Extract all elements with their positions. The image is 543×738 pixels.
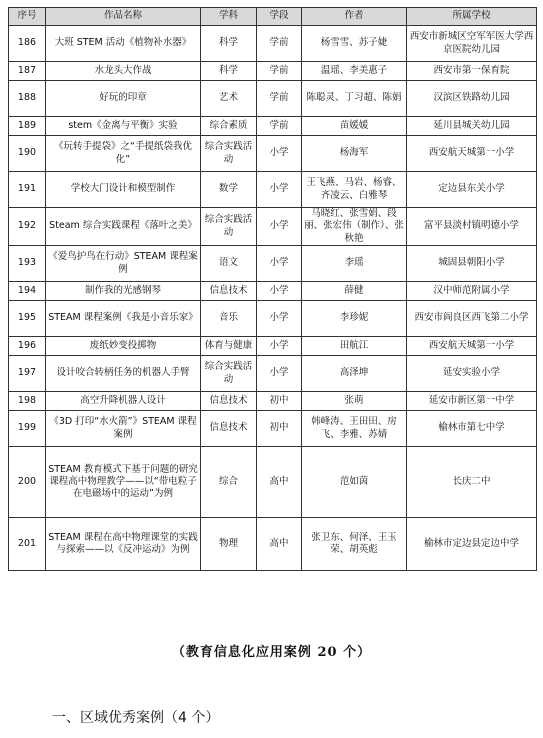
header-school: 所属学校 <box>407 8 537 26</box>
cell-no: 191 <box>9 172 46 208</box>
cell-subject: 物理 <box>201 518 257 571</box>
cell-subject: 综合素质 <box>201 117 257 136</box>
cell-no: 201 <box>9 518 46 571</box>
cell-title: STEAM 课程案例《我是小音乐家》 <box>46 301 201 337</box>
table-row <box>9 81 537 117</box>
table-row <box>9 117 537 136</box>
table-row <box>9 62 537 81</box>
cell-school: 长庆二中 <box>407 447 537 518</box>
cell-subject: 信息技术 <box>201 392 257 411</box>
cell-title: 学校大门设计和模型制作 <box>46 172 201 208</box>
cell-school: 榆林市定边县定边中学 <box>407 518 537 571</box>
cell-no: 200 <box>9 447 46 518</box>
cell-subject: 信息技术 <box>201 282 257 301</box>
cell-no: 194 <box>9 282 46 301</box>
cell-author: 马晓红、张雪娟、段丽、张宏伟（制作）、张秋艳 <box>302 208 407 246</box>
table-row <box>9 172 537 208</box>
cell-author: 范如茵 <box>302 447 407 518</box>
cell-stage: 小学 <box>257 356 302 392</box>
cell-title: 废纸妙变投掷物 <box>46 337 201 356</box>
cell-author: 韩峰涛、王田田、房飞、李雅、苏婧 <box>302 411 407 447</box>
cell-no: 187 <box>9 62 46 81</box>
cell-subject: 信息技术 <box>201 411 257 447</box>
cell-author: 高泽坤 <box>302 356 407 392</box>
cell-stage: 初中 <box>257 392 302 411</box>
cell-title: 制作我的光感钢琴 <box>46 282 201 301</box>
cell-school: 西安市第一保育院 <box>407 62 537 81</box>
table-row <box>9 337 537 356</box>
table-row <box>9 26 537 62</box>
cell-school: 西安市新城区空军军医大学西京医院幼儿园 <box>407 26 537 62</box>
cell-school: 城固县朝阳小学 <box>407 246 537 282</box>
cell-no: 189 <box>9 117 46 136</box>
cell-stage: 高中 <box>257 447 302 518</box>
section-title: （教育信息化应用案例 20 个） <box>171 645 372 660</box>
cell-school: 汉中师范附属小学 <box>407 282 537 301</box>
cell-subject: 体育与健康 <box>201 337 257 356</box>
cell-no: 198 <box>9 392 46 411</box>
cell-school: 汉滨区铁路幼儿园 <box>407 81 537 117</box>
cell-title: 好玩的印章 <box>46 81 201 117</box>
cell-no: 192 <box>9 208 46 246</box>
table-row <box>9 282 537 301</box>
cell-subject: 数学 <box>201 172 257 208</box>
cell-no: 188 <box>9 81 46 117</box>
cell-author: 李瑶 <box>302 246 407 282</box>
table-row <box>9 447 537 518</box>
cell-school: 西安航天城第一小学 <box>407 136 537 172</box>
cell-stage: 学前 <box>257 81 302 117</box>
cell-author: 杨雪雪、苏子婕 <box>302 26 407 62</box>
header-title: 作品名称 <box>46 8 201 26</box>
cell-author: 田航江 <box>302 337 407 356</box>
cell-subject: 科学 <box>201 26 257 62</box>
cell-author: 陈聪灵、丁习超、陈娟 <box>302 81 407 117</box>
cell-title: stem《金离与平衡》实验 <box>46 117 201 136</box>
table-row <box>9 208 537 246</box>
cell-no: 199 <box>9 411 46 447</box>
cell-title: 《玩转手提袋》之“手提纸袋我优化” <box>46 136 201 172</box>
table-row <box>9 411 537 447</box>
cell-stage: 小学 <box>257 136 302 172</box>
table-row <box>9 518 537 571</box>
cell-author: 杨海军 <box>302 136 407 172</box>
cell-subject: 综合实践活动 <box>201 136 257 172</box>
cell-school: 西安市阎良区西飞第二小学 <box>407 301 537 337</box>
cell-stage: 小学 <box>257 208 302 246</box>
cell-stage: 学前 <box>257 62 302 81</box>
cell-subject: 综合实践活动 <box>201 356 257 392</box>
table-row <box>9 136 537 172</box>
table-row <box>9 301 537 337</box>
cell-stage: 小学 <box>257 246 302 282</box>
sub-heading: 一、区域优秀案例（4 个） <box>52 710 220 726</box>
cell-stage: 初中 <box>257 411 302 447</box>
cell-stage: 高中 <box>257 518 302 571</box>
cell-subject: 艺术 <box>201 81 257 117</box>
cell-title: Steam 综合实践课程《落叶之美》 <box>46 208 201 246</box>
cell-no: 195 <box>9 301 46 337</box>
cell-stage: 小学 <box>257 282 302 301</box>
cell-no: 197 <box>9 356 46 392</box>
cell-stage: 学前 <box>257 117 302 136</box>
header-stage: 学段 <box>257 8 302 26</box>
cell-title: 高空升降机器人设计 <box>46 392 201 411</box>
cell-subject: 音乐 <box>201 301 257 337</box>
cell-school: 西安航天城第一小学 <box>407 337 537 356</box>
cases-table <box>8 7 537 571</box>
table-row <box>9 392 537 411</box>
cell-no: 186 <box>9 26 46 62</box>
cell-subject: 科学 <box>201 62 257 81</box>
cell-stage: 小学 <box>257 337 302 356</box>
cell-title: 《爱鸟护鸟在行动》STEAM 课程案例 <box>46 246 201 282</box>
cell-author: 薛健 <box>302 282 407 301</box>
header-subject: 学科 <box>201 8 257 26</box>
cell-school: 延安实验小学 <box>407 356 537 392</box>
cell-stage: 小学 <box>257 172 302 208</box>
cell-subject: 综合 <box>201 447 257 518</box>
cell-no: 196 <box>9 337 46 356</box>
cell-school: 延安市新区第一中学 <box>407 392 537 411</box>
cell-subject: 语文 <box>201 246 257 282</box>
cell-subject: 综合实践活动 <box>201 208 257 246</box>
cell-no: 193 <box>9 246 46 282</box>
cell-author: 张萌 <box>302 392 407 411</box>
cell-school: 榆林市第七中学 <box>407 411 537 447</box>
cell-school: 富平县淡村镇明德小学 <box>407 208 537 246</box>
cell-stage: 小学 <box>257 301 302 337</box>
cell-no: 190 <box>9 136 46 172</box>
cell-stage: 学前 <box>257 26 302 62</box>
cell-title: 《3D 打印“水火箭”》STEAM 课程案例 <box>46 411 201 447</box>
table-header-row <box>9 8 537 26</box>
cell-author: 张卫东、何泽、王玉荣、胡英彪 <box>302 518 407 571</box>
cell-title: STEAM 课程在高中物理课堂的实践与探索——以《反冲运动》为例 <box>46 518 201 571</box>
cell-author: 李珍妮 <box>302 301 407 337</box>
table-row <box>9 356 537 392</box>
cell-title: 水龙头大作战 <box>46 62 201 81</box>
cell-title: 设计咬合转柄任务的机器人手臂 <box>46 356 201 392</box>
cell-author: 王飞燕、马岩、杨睿、齐凌云、白雅琴 <box>302 172 407 208</box>
cell-author: 苗媛媛 <box>302 117 407 136</box>
header-no: 序号 <box>9 8 46 26</box>
cell-school: 延川县城关幼儿园 <box>407 117 537 136</box>
table-row <box>9 246 537 282</box>
header-author: 作者 <box>302 8 407 26</box>
cell-title: STEAM 教育模式下基于问题的研究课程高中物理教学——以“带电粒子在电磁场中的运动”为例 <box>46 447 201 518</box>
cell-title: 大班 STEM 活动《植物补水器》 <box>46 26 201 62</box>
cell-school: 定边县东关小学 <box>407 172 537 208</box>
cell-author: 温瑶、李美惠子 <box>302 62 407 81</box>
